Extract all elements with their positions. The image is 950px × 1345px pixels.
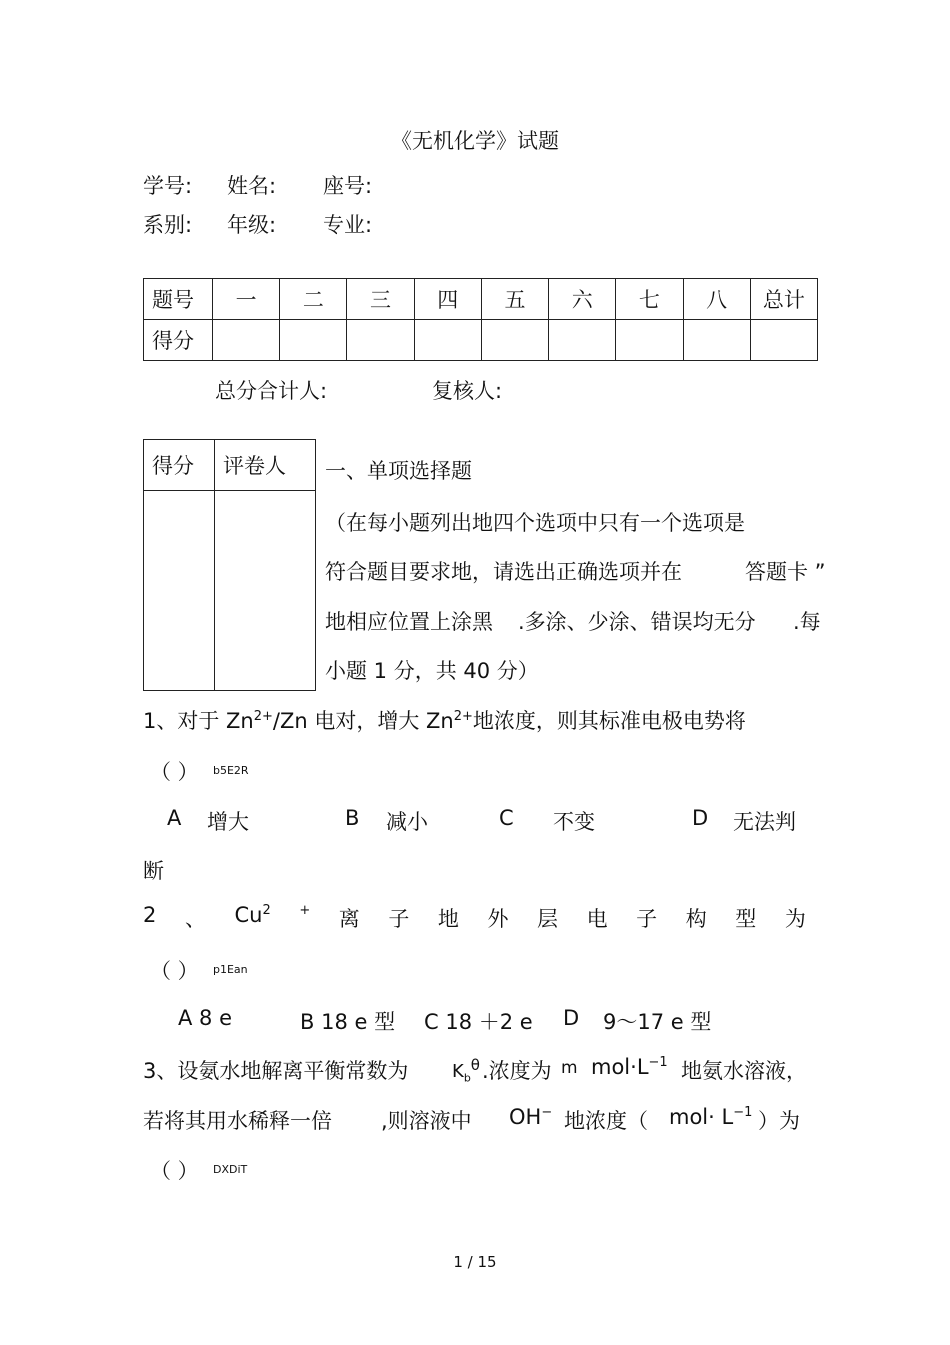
option-letter: C — [499, 806, 514, 830]
score-table — [143, 278, 818, 361]
score-cell[interactable] — [280, 320, 347, 361]
answer-blank[interactable]: （ ） — [150, 760, 199, 784]
kb-symbol: $K_b^\theta$ — [452, 1056, 480, 1085]
q3-unit: $mol\cdot L^{-1}$ — [669, 1105, 753, 1129]
q1-text: 1、对于 Zn — [143, 709, 254, 733]
option-text-continued: 断 — [143, 859, 164, 883]
score-cell[interactable] — [414, 320, 481, 361]
q2-token: 外 — [487, 907, 509, 931]
grader-name-cell[interactable] — [215, 491, 316, 691]
grader-score-label: 得分 — [144, 440, 215, 491]
doc-code: p1Ean — [213, 963, 248, 976]
q2-token: 层 — [537, 907, 559, 931]
major-label: 专业: — [323, 213, 373, 237]
q1-superscript: 2+ — [253, 709, 273, 724]
doc-code: DXDiT — [213, 1163, 248, 1176]
grader-box-body — [144, 491, 316, 691]
option-text[interactable]: B 18 e 型 — [300, 1010, 396, 1034]
section-instruction: 答题卡 ” — [745, 560, 826, 584]
reviewer-label: 复核人: — [432, 379, 503, 403]
section-instruction: 小题 1 分，共 40 分） — [325, 659, 539, 683]
option-text[interactable]: 增大 — [207, 810, 249, 834]
q2-token: 离 — [338, 907, 360, 931]
q2-superscript: 2 — [262, 903, 271, 918]
option-letter: B — [345, 806, 360, 830]
section-instruction: .多涂、少涂、错误均无分 — [518, 610, 756, 634]
score-header-cell: 二 — [280, 279, 347, 320]
q1-text: /Zn 电对，增大 Zn — [272, 709, 454, 733]
option-text[interactable]: 无法判 — [733, 810, 796, 834]
score-header-cell: 七 — [616, 279, 683, 320]
score-cell[interactable] — [549, 320, 616, 361]
option-text[interactable]: 9～17 e 型 — [603, 1010, 712, 1034]
score-cell[interactable] — [616, 320, 683, 361]
section-instruction: 地相应位置上涂黑 — [325, 610, 493, 634]
page-number: 1 / 15 — [453, 1253, 497, 1271]
option-letter: A — [167, 806, 182, 830]
q3-text: 地浓度（ — [564, 1109, 648, 1133]
q2-token: 子 — [388, 907, 410, 931]
q2-token: 为 — [784, 907, 806, 931]
q3-hydroxide: OH− — [509, 1105, 553, 1129]
q1-text: 地浓度，则其标准电极电势将 — [472, 709, 746, 733]
total-scorer-label: 总分合计人: — [215, 379, 328, 403]
score-header-cell: 总计 — [750, 279, 817, 320]
score-table-header-row — [144, 279, 818, 320]
answer-blank[interactable]: （ ） — [150, 1159, 199, 1183]
option-text[interactable]: 不变 — [553, 810, 595, 834]
q3-text: ）为 — [758, 1109, 800, 1133]
q3-text: .浓度为 — [482, 1059, 552, 1083]
grade-label: 年级: — [227, 213, 277, 237]
score-cell[interactable] — [683, 320, 750, 361]
q2-superscript: + — [299, 903, 311, 918]
section-instruction: （在每小题列出地四个选项中只有一个选项是 — [325, 511, 745, 535]
q2-token: 子 — [636, 907, 658, 931]
q2-token: 、 — [184, 907, 206, 931]
score-header-cell: 五 — [481, 279, 548, 320]
q2-token: 地 — [437, 907, 459, 931]
q2-token: 2 — [143, 903, 157, 927]
department-label: 系别: — [143, 213, 193, 237]
grader-box-header — [144, 440, 316, 491]
q3-variable: m — [561, 1058, 578, 1078]
score-header-cell: 八 — [683, 279, 750, 320]
option-text[interactable]: C 18 ＋2 e — [424, 1010, 533, 1034]
section-instruction: .每 — [793, 610, 821, 634]
grader-box — [143, 439, 316, 691]
question-1 — [143, 705, 746, 735]
score-cell[interactable] — [481, 320, 548, 361]
student-id-label: 学号: — [143, 174, 193, 198]
score-header-cell: 四 — [414, 279, 481, 320]
score-table-score-row — [144, 320, 818, 361]
score-header-cell: 一 — [213, 279, 280, 320]
q2-token: 电 — [586, 907, 608, 931]
score-row-label: 得分 — [144, 320, 213, 361]
page-title: 《无机化学》试题 — [391, 129, 559, 153]
score-cell[interactable] — [347, 320, 414, 361]
q3-unit: $mol\cdot L^{-1}$ — [591, 1055, 668, 1079]
option-letter: D — [563, 1006, 580, 1030]
grader-name-label: 评卷人 — [215, 440, 316, 491]
q3-text: 若将其用水稀释一倍 — [143, 1109, 332, 1133]
name-label: 姓名: — [227, 174, 277, 198]
answer-blank[interactable]: （ ） — [150, 959, 199, 983]
score-header-cell: 六 — [549, 279, 616, 320]
section-title: 一、单项选择题 — [325, 459, 472, 483]
grader-score-cell[interactable] — [144, 491, 215, 691]
q3-text: 地氨水溶液， — [681, 1059, 807, 1083]
question-2 — [143, 903, 806, 933]
seat-label: 座号: — [323, 174, 373, 198]
q3-text: ,则溶液中 — [381, 1109, 472, 1133]
q2-token: 构 — [685, 907, 707, 931]
score-cell[interactable] — [213, 320, 280, 361]
score-cell[interactable] — [750, 320, 817, 361]
option-text[interactable]: A 8 e — [178, 1006, 232, 1030]
q2-token: Cu$^2$ — [234, 903, 271, 927]
doc-code: b5E2R — [213, 764, 249, 777]
score-header-cell: 三 — [347, 279, 414, 320]
option-text[interactable]: 减小 — [386, 810, 428, 834]
option-letter: D — [692, 806, 709, 830]
q3-text: 3、设氨水地解离平衡常数为 — [143, 1059, 409, 1083]
q1-superscript: 2+ — [453, 709, 473, 724]
q2-token: 型 — [735, 907, 757, 931]
score-header-cell: 题号 — [144, 279, 213, 320]
section-instruction: 符合题目要求地，请选出正确选项并在 — [325, 560, 682, 584]
